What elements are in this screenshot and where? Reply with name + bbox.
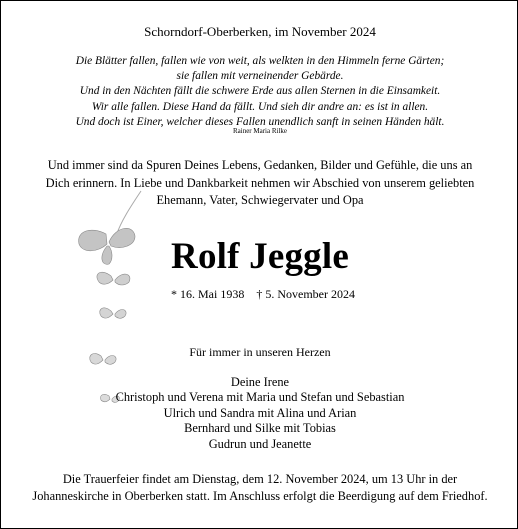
mourner-line: Christoph und Verena mit Maria und Stefan und Sebastian bbox=[115, 390, 405, 405]
intro-line: Dich erinnern. In Liebe und Dankbarkeit nehmen wir Abschied von unserem geliebten bbox=[45, 175, 475, 190]
remembrance-line: Für immer in unseren Herzen bbox=[189, 345, 331, 359]
poem-line: Die Blätter fallen, fallen wie von weit, als welkten in den Himmeln ferne Gärten; bbox=[75, 55, 445, 67]
poem-author: Rainer Maria Rilke bbox=[232, 127, 288, 135]
birth-date: * 16. Mai 1938 bbox=[171, 287, 245, 301]
poem-line: Und doch ist Einer, welcher dieses Fallen unendlich sanft in seinen Händen hält. bbox=[75, 115, 445, 128]
life-dates bbox=[171, 287, 371, 302]
funeral-line: Die Trauerfeier findet am Dienstag, dem 12. November 2024, um 13 Uhr in der bbox=[62, 472, 458, 486]
mourner-line: Ulrich und Sandra mit Alina und Arian bbox=[163, 405, 357, 420]
mourner-line: Bernhard und Silke mit Tobias bbox=[184, 421, 336, 436]
intro-line: Ehemann, Vater, Schwiegervater und Opa bbox=[156, 193, 364, 207]
poem bbox=[1, 54, 518, 130]
intro-line: Und immer sind da Spuren Deines Lebens, Gedanken, Bilder und Gefühle, die uns an bbox=[47, 158, 473, 172]
death-date: † 5. November 2024 bbox=[256, 287, 355, 301]
place-date-line: Schorndorf-Oberberken, im November 2024 bbox=[144, 24, 376, 39]
funeral-line: Johanneskirche in Oberberken statt. Im Anschluss erfolgt die Beerdigung auf dem Friedhof. bbox=[32, 489, 488, 504]
poem-line: Und in den Nächten fällt die schwere Erde aus allen Sternen in die Einsamkeit. bbox=[79, 85, 441, 98]
poem-line: sie fallen mit verneinender Gebärde. bbox=[176, 70, 344, 83]
mourner-line: Deine Irene bbox=[230, 375, 290, 389]
mourners-list bbox=[1, 375, 518, 452]
poem-line: Wir alle fallen. Diese Hand da fällt. Und sieh dir andre an: es ist in allen. bbox=[91, 100, 429, 113]
funeral-info bbox=[1, 471, 518, 505]
mourner-line: Gudrun und Jeanette bbox=[208, 436, 312, 451]
deceased-name: Rolf Jeggle bbox=[171, 236, 349, 277]
